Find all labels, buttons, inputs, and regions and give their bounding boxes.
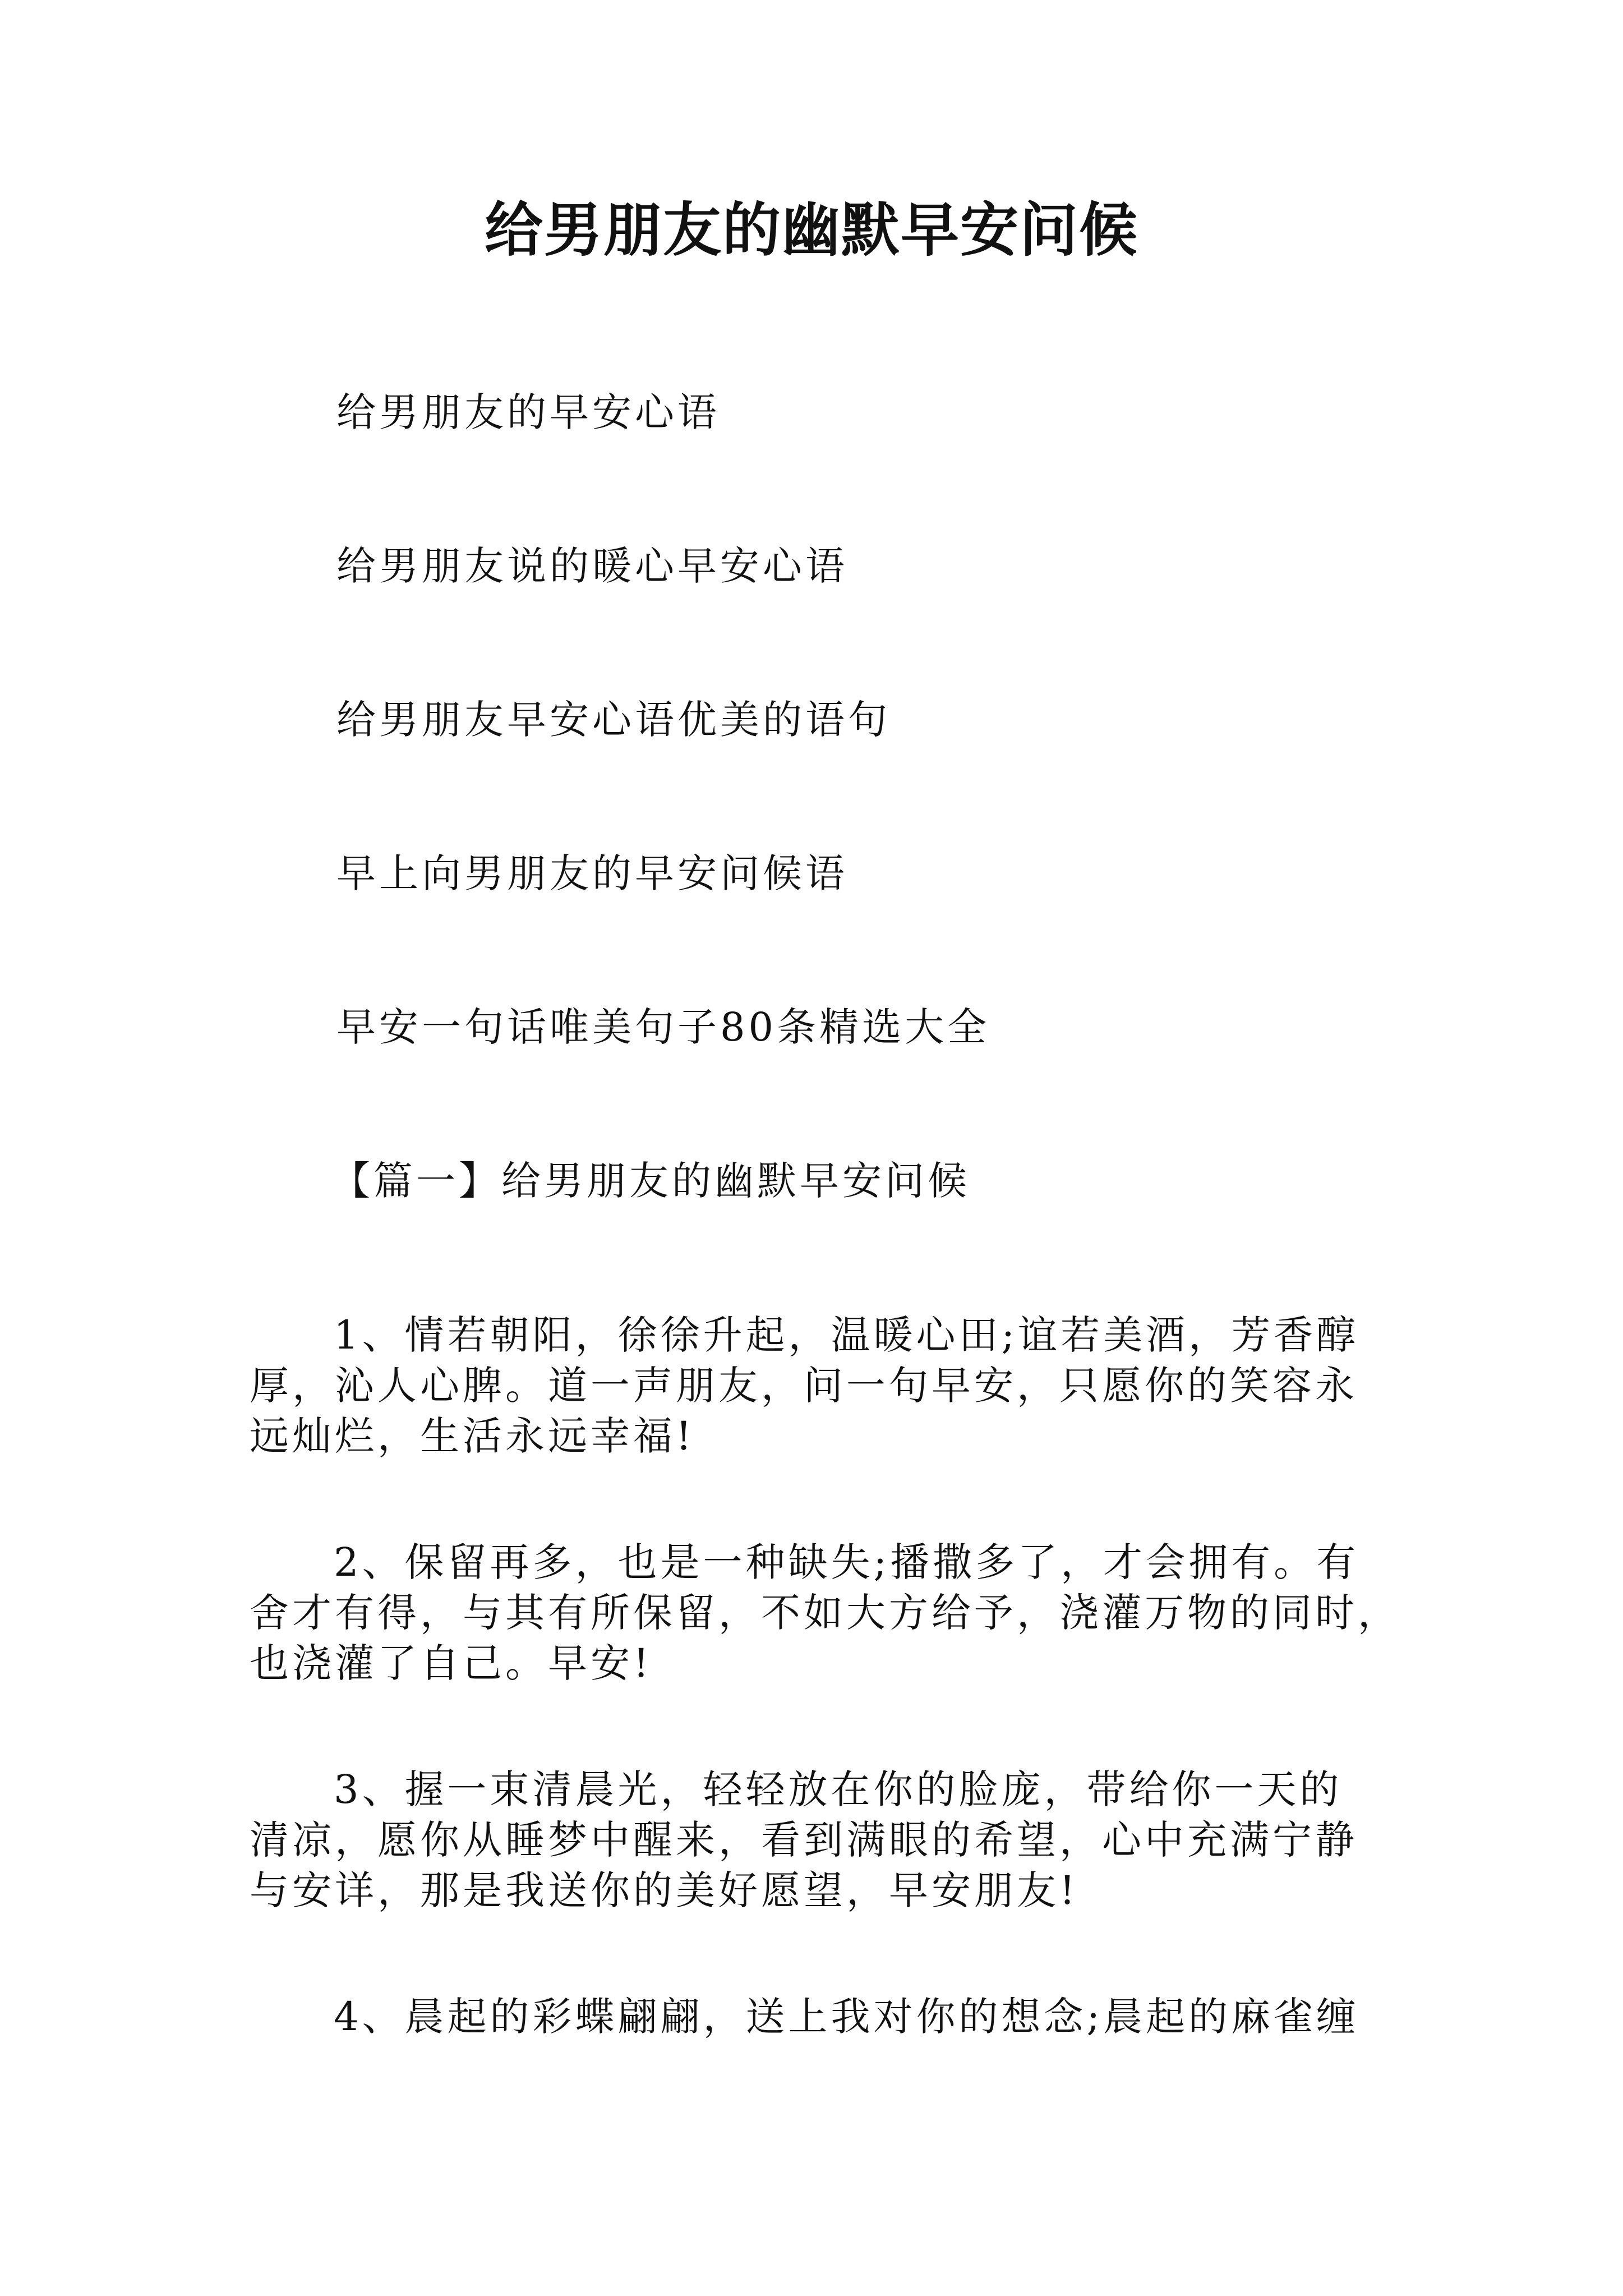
related-link-5[interactable]: 早安一句话唯美句子80条精选大全 xyxy=(336,1004,990,1050)
section-heading: 【篇一】给男朋友的幽默早安问候 xyxy=(331,1158,970,1204)
paragraph-2 xyxy=(250,1537,1400,1688)
paragraph-line: 厚，沁人心脾。道一声朋友，问一句早安，只愿你的笑容永 xyxy=(250,1363,1358,1409)
related-link-3[interactable]: 给男朋友早安心语优美的语句 xyxy=(336,697,891,743)
paragraph-line: 清凉，愿你从睡梦中醒来，看到满眼的希望，心中充满宁静 xyxy=(250,1817,1358,1863)
paragraph-line: 1、情若朝阳，徐徐升起，温暖心田;谊若美酒，芳香醇 xyxy=(334,1312,1359,1358)
paragraph-line: 2、保留再多，也是一种缺失;播撒多了，才会拥有。有 xyxy=(334,1539,1359,1585)
related-link-2[interactable]: 给男朋友说的暖心早安心语 xyxy=(336,543,848,589)
paragraph-4 xyxy=(250,1991,1382,2042)
paragraph-1 xyxy=(250,1310,1382,1461)
paragraph-line: 也浇灌了自己。早安! xyxy=(250,1640,653,1686)
paragraph-line: 与安详，那是我送你的美好愿望，早安朋友! xyxy=(250,1867,1079,1913)
document-title: 给男朋友的幽默早安问候 xyxy=(484,195,1138,264)
related-link-4[interactable]: 早上向男朋友的早安问候语 xyxy=(336,850,848,896)
paragraph-3 xyxy=(250,1764,1382,1916)
paragraph-line: 远灿烂，生活永远幸福! xyxy=(250,1413,695,1459)
paragraph-line: 4、晨起的彩蝶翩翩，送上我对你的想念;晨起的麻雀缠 xyxy=(334,1994,1359,2040)
paragraph-line: 舍才有得，与其有所保留，不如大方给予，浇灌万物的同时， xyxy=(250,1590,1400,1636)
paragraph-line: 3、握一束清晨光，轻轻放在你的脸庞，带给你一天的 xyxy=(334,1766,1343,1812)
related-link-1[interactable]: 给男朋友的早安心语 xyxy=(336,389,720,435)
